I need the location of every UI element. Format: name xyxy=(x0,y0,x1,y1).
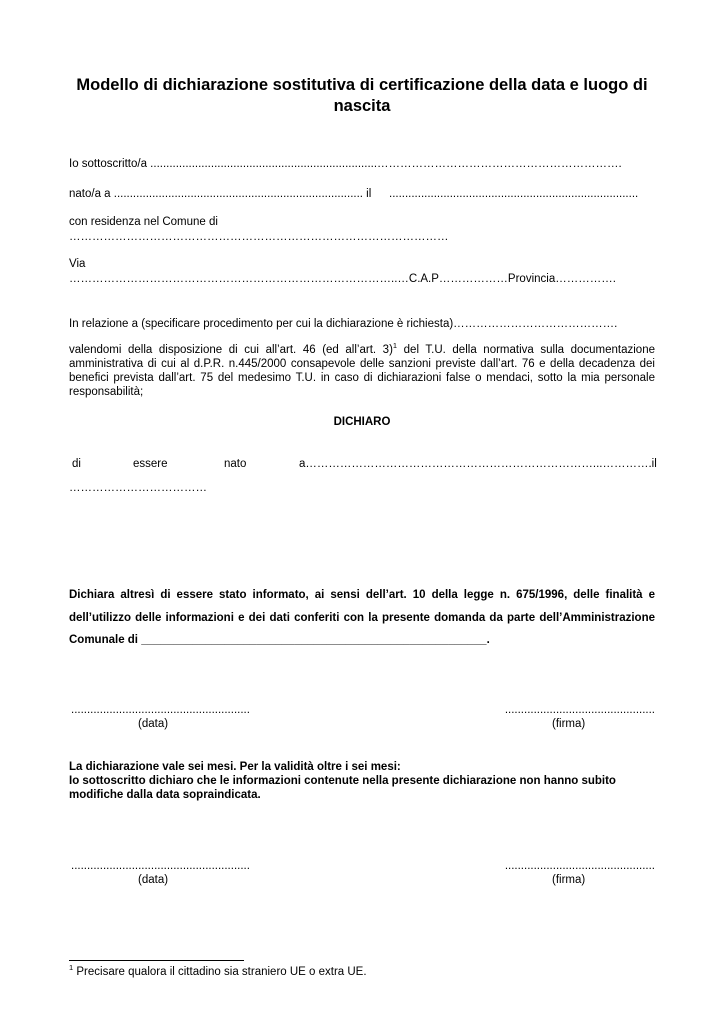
signature-1-sign-label: (firma) xyxy=(552,718,586,730)
via-label: Via xyxy=(69,258,86,270)
procedimento-field[interactable]: In relazione a (specificare procedimento per cui la dichiarazione è richiesta)……………………………………. xyxy=(69,318,618,330)
privacy-paragraph: Dichiara altresì di essere stato informato, ai sensi dell’art. 10 della legge n. 675/1996, delle finalità e dell’utilizzo delle informazioni e dei dati conferiti con la presente domanda da parte dell’Amministrazione Comunale di ______________________________________________________. xyxy=(69,589,655,646)
nascita-data-field[interactable]: ……………………………… xyxy=(69,482,207,494)
valendomi-paragraph: valendomi della disposizione di cui all’art. 46 (ed all’art. 3)$^1$ del T.U. della normativa sulla documentazione amministrativa di cui al d.P.R. n.445/2000 consapevole delle sanzioni previste dall’art. 76 e della decadenza dei benefici prevista dall’art. 75 del medesimo T.U. in caso di dichiarazioni false o mendaci, sotto la mia personale responsabilità; xyxy=(69,341,655,398)
nascita-luogo-data-field[interactable]: a…………………………………………………………………...………….il xyxy=(299,458,657,470)
nascita-word-di: di xyxy=(72,458,81,470)
footnote-text: Precisare qualora il cittadino sia straniero UE o extra UE. xyxy=(73,966,367,978)
page-title: Modello di dichiarazione sostitutiva di certificazione della data e luogo di nascita xyxy=(76,76,648,115)
validity-line-2: Io sottoscritto dichiaro che le informazioni contenute nella presente dichiarazione non hanno subito modifiche dalla data sopraindicata. xyxy=(69,775,616,801)
nato-il-field[interactable]: .............................................................................. xyxy=(389,188,639,200)
signature-1-sign-line[interactable]: ............................................... xyxy=(504,704,655,716)
signature-1-date-label: (data) xyxy=(138,718,169,730)
signature-1-date-line[interactable]: ........................................................ xyxy=(71,704,250,716)
footnote-ref: 1 xyxy=(392,341,398,351)
sottoscritto-field[interactable]: Io sottoscritto/a .......................................................................………………………………………………………. xyxy=(69,158,622,170)
nascita-word-nato: nato xyxy=(224,458,247,470)
footnote-divider xyxy=(69,960,244,961)
nato-a-field[interactable]: nato/a a .............................................................................. il xyxy=(69,188,372,200)
residenza-field[interactable]: ……………………………………………………………………………………… xyxy=(69,231,449,243)
signature-2-sign-label: (firma) xyxy=(552,874,586,886)
validity-line-1: La dichiarazione vale sei mesi. Per la validità oltre i sei mesi: xyxy=(69,761,401,773)
footnote xyxy=(69,965,367,979)
dichiaro-heading: DICHIARO xyxy=(333,416,391,428)
nascita-word-essere: essere xyxy=(133,458,168,470)
residenza-label: con residenza nel Comune di xyxy=(69,216,218,228)
footnote-number: 1 xyxy=(69,963,74,973)
via-cap-provincia-field[interactable]: …………………………………………………………………………..…C.A.P………………Provincia……………. xyxy=(69,273,616,285)
signature-2-date-label: (data) xyxy=(138,874,169,886)
signature-2-date-line[interactable]: ........................................................ xyxy=(71,860,250,872)
signature-2-sign-line[interactable]: ............................................... xyxy=(504,860,655,872)
